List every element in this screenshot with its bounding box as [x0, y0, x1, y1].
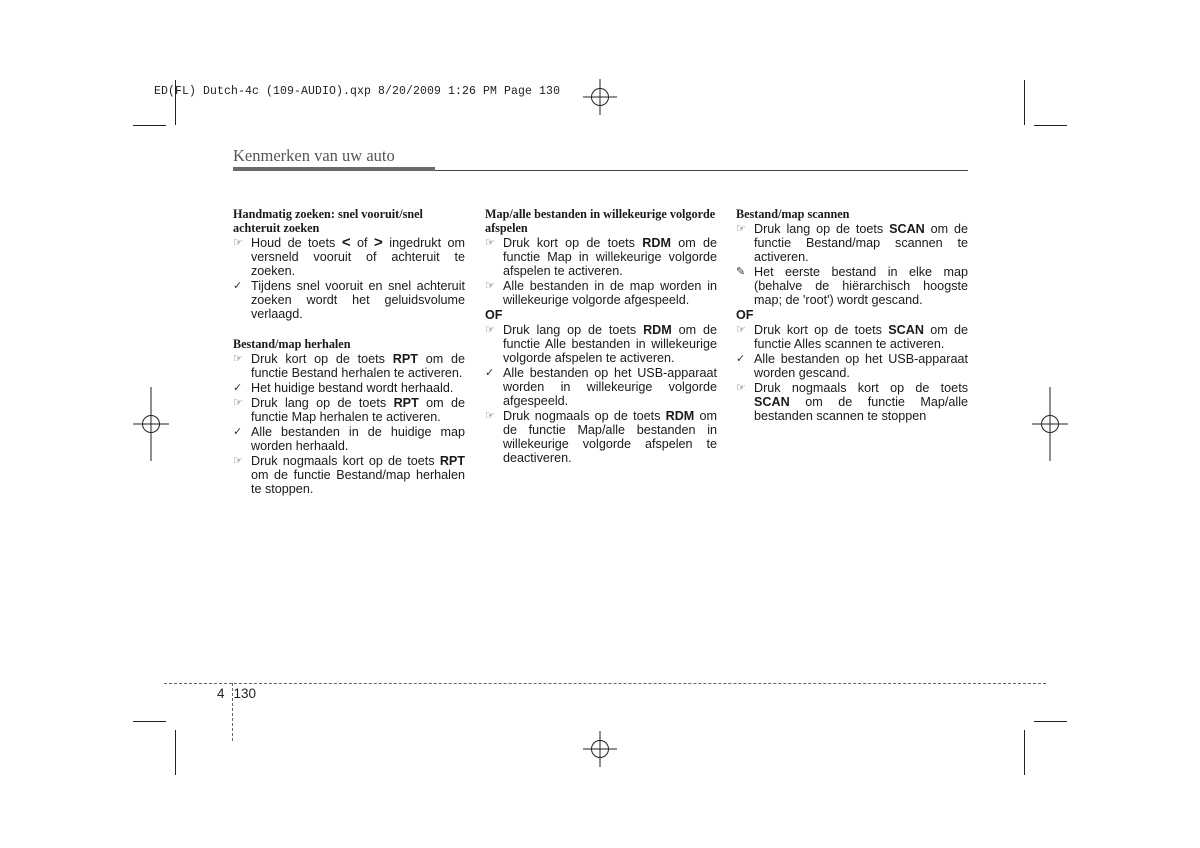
pointing-hand-icon: ☞	[736, 324, 746, 336]
pointing-hand-icon: ☞	[736, 223, 746, 235]
check-icon: ✓	[233, 382, 243, 394]
section-heading: Bestand/map scannen	[736, 207, 850, 221]
key-label: RDM	[643, 323, 672, 337]
list-item: ✓ Alle bestanden in de huidige map worden herhaald.	[233, 425, 465, 453]
footer-dashed-rule	[164, 683, 1046, 684]
check-icon: ✓	[485, 367, 495, 379]
page-header-title: Kenmerken van uw auto	[233, 146, 395, 165]
registration-mark-icon	[131, 387, 171, 461]
pointing-hand-icon: ☞	[736, 382, 746, 394]
list-item: ☞ Druk lang op de toets SCAN om de functie Bestand/map scannen te activeren.	[736, 222, 969, 264]
chevron-left-icon: <	[341, 234, 351, 251]
print-slug: ED(FL) Dutch-4c (109-AUDIO).qxp 8/20/2009 1:26 PM Page 130	[154, 85, 561, 98]
page-number	[217, 686, 256, 701]
list-item: ✓ Het huidige bestand wordt herhaald.	[233, 381, 454, 395]
pointing-hand-icon: ☞	[485, 410, 495, 422]
column-3	[736, 207, 968, 424]
pointing-hand-icon: ☞	[485, 237, 495, 249]
key-label: SCAN	[754, 395, 790, 409]
key-label: RPT	[393, 396, 419, 410]
key-label: RPT	[392, 352, 418, 366]
section-heading: Handmatig zoeken: snel vooruit/snel achteruit zoeken	[233, 207, 423, 235]
pointing-hand-icon: ☞	[233, 455, 243, 467]
list-item: ✎ Het eerste bestand in elke map (behalve de hiërarchisch hoogste map; de 'root') wordt gescand.	[736, 265, 968, 307]
list-item: ☞ Druk kort op de toets RDM om de functie Map in willekeurige volgorde afspelen te activeren.	[485, 236, 718, 278]
list-item: ☞ Druk nogmaals op de toets RDM om de functie Map/alle bestanden in willekeurige volgorde afspelen te deactiveren.	[485, 409, 717, 465]
list-item: ✓ Alle bestanden op het USB-apparaat worden in willekeurige volgorde afgespeeld.	[485, 366, 717, 408]
column-2	[485, 207, 717, 466]
list-item: ☞ Houd de toets < of > ingedrukt om versneld vooruit of achteruit te zoeken.	[233, 234, 466, 278]
page-number-value: 130	[233, 686, 257, 701]
key-label: SCAN	[889, 222, 925, 236]
pointing-hand-icon: ☞	[233, 353, 243, 365]
list-item: ✓ Alle bestanden op het USB-apparaat worden gescand.	[736, 352, 968, 380]
section-heading: Map/alle bestanden in willekeurige volgorde afspelen	[485, 207, 716, 235]
list-item: ☞ Druk lang op de toets RPT om de functie Map herhalen te activeren.	[233, 396, 466, 424]
key-label: RDM	[665, 409, 695, 423]
registration-mark-icon	[1030, 387, 1070, 461]
key-label: SCAN	[888, 323, 924, 337]
list-item: ✓ Tijdens snel vooruit en snel achteruit zoeken wordt het geluidsvolume verlaagd.	[233, 279, 465, 321]
key-label: RPT	[439, 454, 465, 468]
registration-mark-icon	[580, 76, 620, 118]
list-item: ☞ Druk nogmaals kort op de toets SCAN om de functie Map/alle bestanden scannen te stoppen	[736, 381, 968, 423]
check-icon: ✓	[233, 426, 243, 438]
check-icon: ✓	[233, 280, 243, 292]
pencil-icon: ✎	[736, 266, 746, 278]
list-item: ☞ Druk kort op de toets RPT om de functie Bestand herhalen te activeren.	[233, 352, 466, 380]
list-item: ☞ Druk nogmaals kort op de toets RPT om de functie Bestand/map herhalen te stoppen.	[233, 454, 465, 496]
header-rule-thin	[435, 170, 968, 171]
pointing-hand-icon: ☞	[485, 324, 495, 336]
registration-mark-icon	[580, 728, 620, 770]
section-number: 4	[217, 686, 225, 701]
pointing-hand-icon: ☞	[233, 237, 243, 249]
check-icon: ✓	[736, 353, 746, 365]
or-label: OF	[736, 308, 754, 322]
or-label: OF	[485, 308, 503, 322]
list-item: ☞ Druk kort op de toets SCAN om de functie Alles scannen te activeren.	[736, 323, 969, 351]
column-1	[233, 207, 465, 497]
pointing-hand-icon: ☞	[233, 397, 243, 409]
list-item: ☞ Druk lang op de toets RDM om de functie Alle bestanden in willekeurige volgorde afspelen te activeren.	[485, 323, 718, 365]
pointing-hand-icon: ☞	[485, 280, 495, 292]
key-label: RDM	[642, 236, 671, 250]
header-rule-thick	[233, 167, 435, 171]
chevron-right-icon: >	[374, 234, 383, 251]
section-heading: Bestand/map herhalen	[233, 337, 351, 351]
list-item: ☞ Alle bestanden in de map worden in willekeurige volgorde afgespeeld.	[485, 279, 717, 307]
